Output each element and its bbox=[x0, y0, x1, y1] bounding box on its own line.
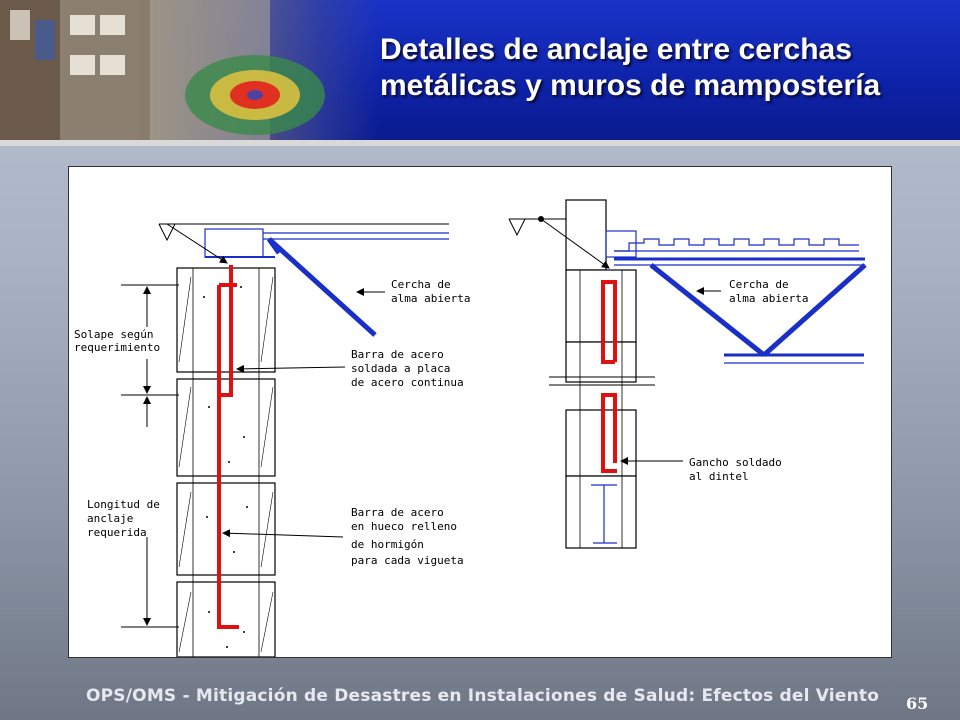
label-longitud-line1: Longitud de bbox=[87, 498, 160, 511]
header-divider bbox=[0, 140, 960, 146]
title-line-2: metálicas y muros de mampostería bbox=[380, 69, 881, 102]
callout-barra-2-line4: para cada vigueta bbox=[351, 554, 464, 567]
right-masonry-wall bbox=[566, 200, 636, 548]
callout-cercha-1-line1: Cercha de bbox=[391, 278, 451, 291]
callout-barra-1-line1: Barra de acero bbox=[351, 348, 444, 361]
callout-cercha-2-line1: Cercha de bbox=[729, 278, 789, 291]
hurricane-satellite-image bbox=[0, 0, 380, 140]
left-open-web-joist-diagonal bbox=[269, 239, 375, 335]
page-number: 65 bbox=[906, 694, 929, 713]
label-longitud-line2: anclaje bbox=[87, 512, 134, 525]
anchoring-detail-diagram bbox=[68, 166, 892, 658]
label-solape-line1: Solape según bbox=[74, 328, 154, 341]
diagram-drawing bbox=[69, 167, 891, 657]
callout-barra-1-line2: soldada a placa bbox=[351, 362, 451, 375]
header-photo-collage bbox=[0, 0, 380, 140]
right-top-chord bbox=[509, 219, 865, 265]
label-longitud-line3: requerida bbox=[87, 526, 147, 539]
callout-cercha-1-line2: alma abierta bbox=[391, 292, 471, 305]
title-line-1: Detalles de anclaje entre cerchas bbox=[380, 33, 852, 66]
slide-header bbox=[0, 0, 960, 140]
callout-barra-2-line3: de hormigón bbox=[351, 538, 424, 551]
left-top-plate bbox=[159, 224, 449, 257]
footer-caption: OPS/OMS - Mitigación de Desastres en Instalaciones de Salud: Efectos del Viento bbox=[86, 686, 880, 706]
slide-title bbox=[380, 32, 940, 104]
callout-barra-2-line2: en hueco relleno bbox=[351, 520, 457, 533]
callout-cercha-2-line2: alma abierta bbox=[729, 292, 809, 305]
callout-gancho-line1: Gancho soldado bbox=[689, 456, 782, 469]
callout-barra-1-line3: de acero continua bbox=[351, 376, 464, 389]
callout-gancho-line2: al dintel bbox=[689, 470, 749, 483]
callout-barra-2-line1: Barra de acero bbox=[351, 506, 444, 519]
left-masonry-wall bbox=[177, 268, 275, 657]
label-solape-line2: requerimiento bbox=[74, 341, 161, 354]
